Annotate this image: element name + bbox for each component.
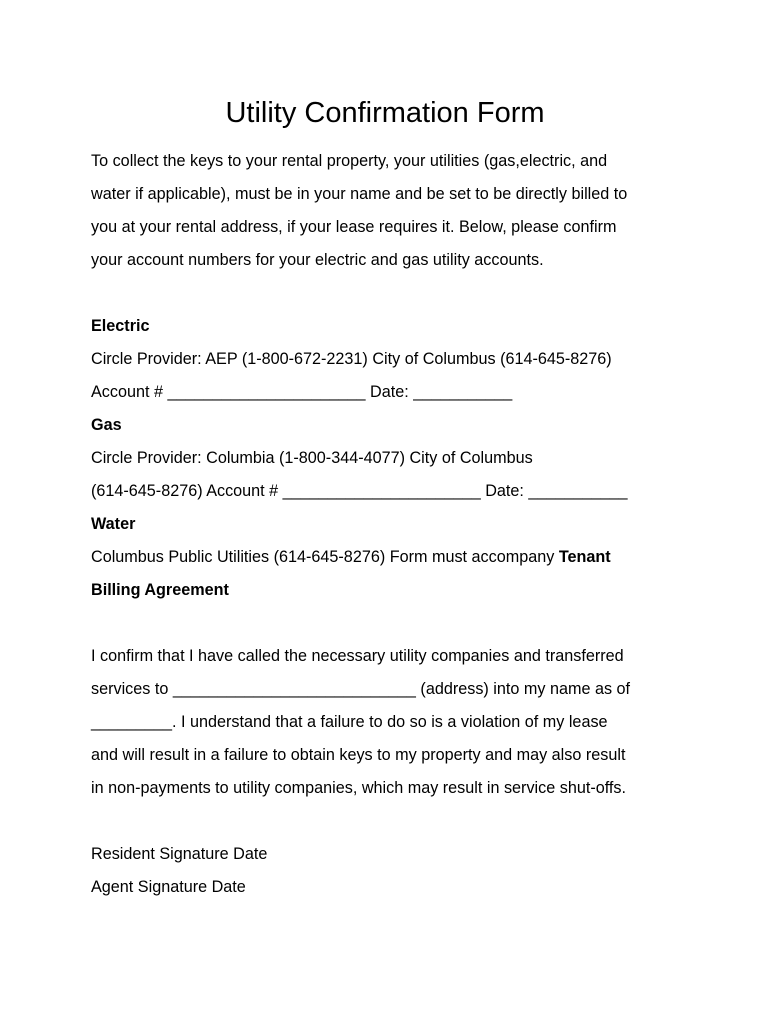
electric-provider-line: Circle Provider: AEP (1-800-672-2231) City of Columbus (614-645-8276) bbox=[91, 350, 612, 368]
confirmation-line-3: _________. I understand that a failure to do so is a violation of my lease bbox=[91, 713, 608, 731]
electric-heading: Electric bbox=[91, 317, 150, 335]
intro-line-4: your account numbers for your electric and gas utility accounts. bbox=[91, 251, 544, 269]
agent-signature-line: Agent Signature Date bbox=[91, 878, 246, 896]
electric-account-line: Account # ______________________ Date: ___________ bbox=[91, 383, 513, 401]
water-line-bold: Tenant bbox=[558, 548, 611, 566]
water-line bbox=[91, 547, 611, 567]
intro-line-2: water if applicable), must be in your name and be set to be directly billed to bbox=[91, 185, 628, 203]
page-title: Utility Confirmation Form bbox=[225, 97, 545, 129]
confirmation-line-4: and will result in a failure to obtain keys to my property and may also result bbox=[91, 746, 626, 764]
intro-line-3: you at your rental address, if your lease requires it. Below, please confirm bbox=[91, 218, 617, 236]
water-heading: Water bbox=[91, 515, 136, 533]
confirmation-line-2: services to ___________________________ (address) into my name as of bbox=[91, 680, 631, 698]
water-line-text: Columbus Public Utilities (614-645-8276) Form must accompany bbox=[91, 548, 559, 566]
gas-provider-line: Circle Provider: Columbia (1-800-344-4077) City of Columbus bbox=[91, 449, 533, 467]
confirmation-line-1: I confirm that I have called the necessary utility companies and transferred bbox=[91, 647, 624, 665]
gas-heading: Gas bbox=[91, 416, 122, 434]
gas-account-line: (614-645-8276) Account # ______________________ Date: ___________ bbox=[91, 482, 628, 500]
resident-signature-line: Resident Signature Date bbox=[91, 845, 268, 863]
water-line-2: Billing Agreement bbox=[91, 581, 229, 599]
confirmation-line-5: in non-payments to utility companies, which may result in service shut-offs. bbox=[91, 779, 627, 797]
intro-line-1: To collect the keys to your rental property, your utilities (gas,electric, and bbox=[91, 152, 608, 170]
